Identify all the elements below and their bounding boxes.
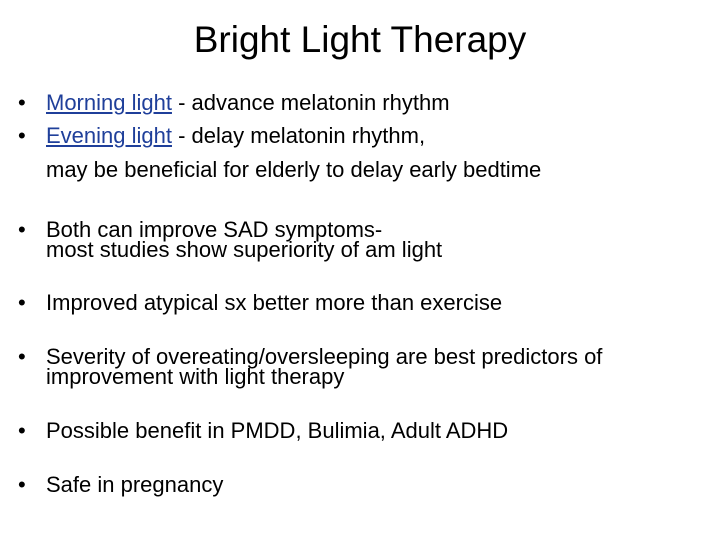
bullet-text: Both can improve SAD symptoms- bbox=[46, 217, 383, 242]
bullet-item-possible-benefit bbox=[18, 418, 508, 444]
bullet-item-evening-light bbox=[18, 123, 425, 149]
bullet-text: Safe in pregnancy bbox=[46, 472, 224, 497]
bullet-marker: • bbox=[18, 290, 26, 315]
bullet-item-atypical-sx bbox=[18, 290, 502, 316]
morning-light-link[interactable]: Morning light bbox=[46, 90, 172, 115]
bullet-text: Possible benefit in PMDD, Bulimia, Adult ADHD bbox=[46, 418, 509, 443]
bullet-marker: • bbox=[18, 123, 26, 148]
bullet-text: Severity of overeating/oversleeping are best predictors of bbox=[46, 344, 603, 369]
bullet-item-morning-light bbox=[18, 90, 450, 116]
bullet-marker: • bbox=[18, 344, 26, 369]
bullet-marker: • bbox=[18, 472, 26, 497]
bullet-marker: • bbox=[18, 418, 26, 443]
bullet-text: - advance melatonin rhythm bbox=[171, 90, 450, 115]
bullet-continuation: most studies show superiority of am light bbox=[46, 237, 443, 262]
bullet-item-pregnancy bbox=[18, 472, 223, 498]
bullet-marker: • bbox=[18, 90, 26, 115]
bullet-continuation: improvement with light therapy bbox=[46, 364, 345, 389]
bullet-marker: • bbox=[18, 217, 26, 242]
bullet-text: Improved atypical sx better more than exercise bbox=[46, 290, 503, 315]
evening-light-link[interactable]: Evening light bbox=[46, 123, 172, 148]
bullet-text: - delay melatonin rhythm, bbox=[171, 123, 426, 148]
slide-title: Bright Light Therapy bbox=[193, 19, 527, 60]
bullet-continuation: may be beneficial for elderly to delay early bedtime bbox=[46, 157, 542, 182]
